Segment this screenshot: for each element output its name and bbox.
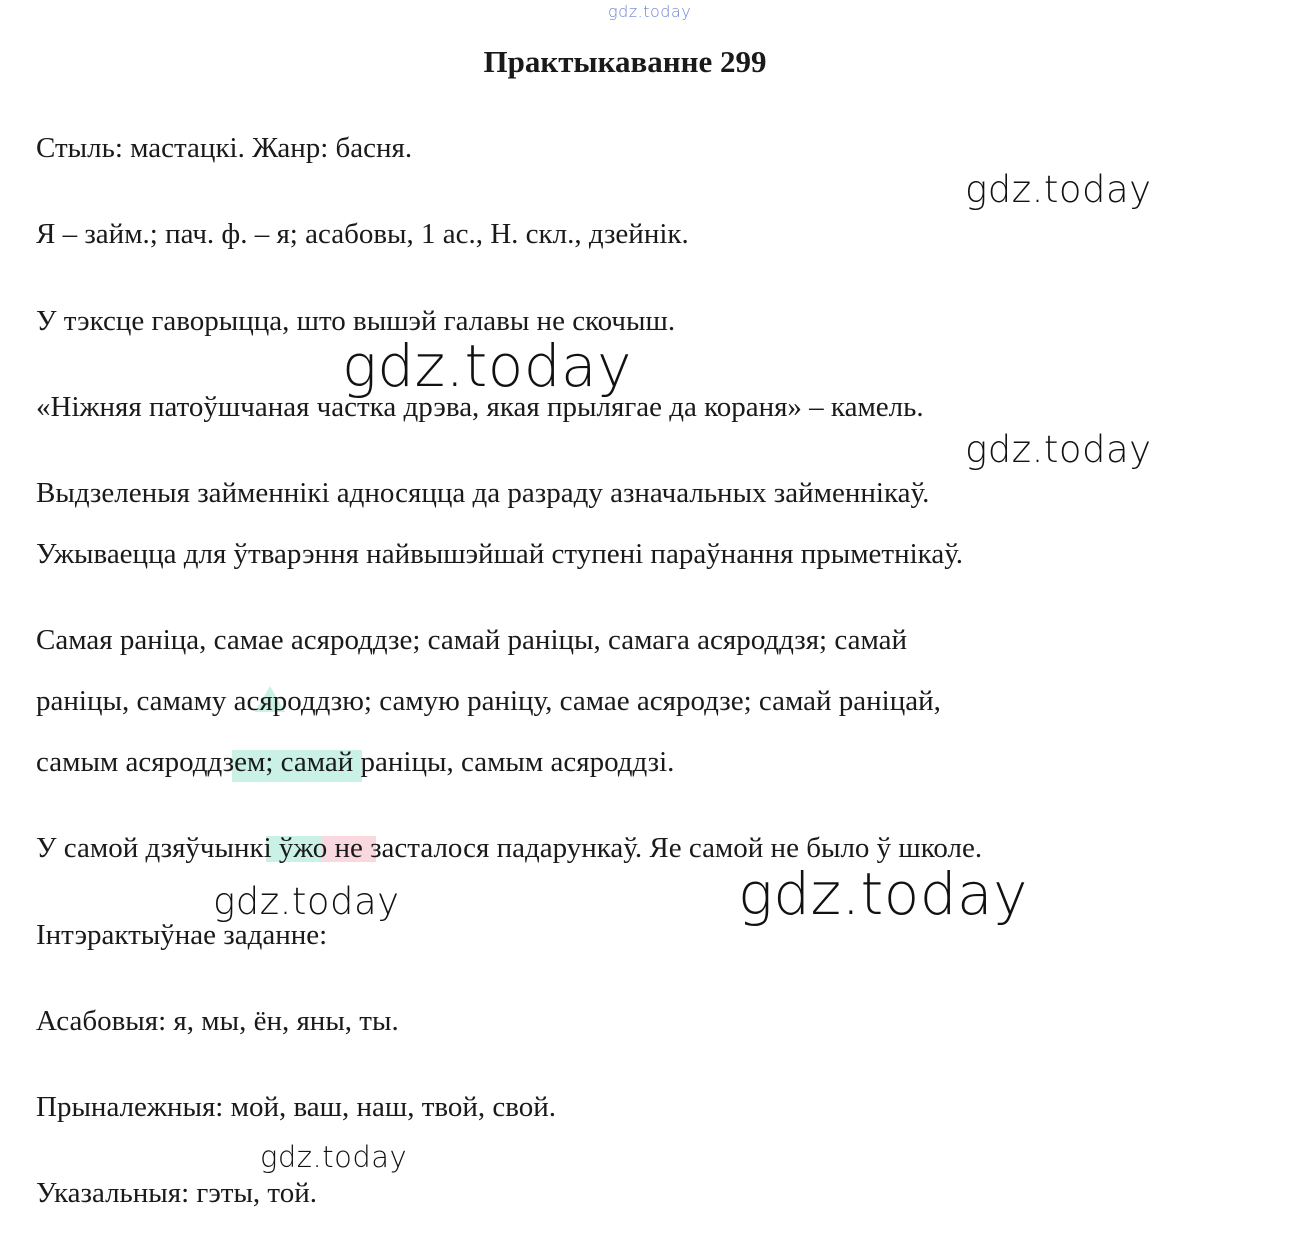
paragraph-declension-line-2: раніцы, самаму асяроддзю; самую раніцу, самае асяродзе; самай раніцай, xyxy=(36,685,941,717)
paragraph-usage: Ужываецца для ўтварэння найвышэйшай ступені параўнання прыметнікаў. xyxy=(36,538,964,570)
paragraph-text-meaning: У тэксце гаворыцца, што вышэй галавы не скочыш. xyxy=(36,305,676,337)
watermark: gdz.today xyxy=(965,168,1152,211)
paragraph-possessive-pronouns: Прыналежныя: мой, ваш, наш, твой, свой. xyxy=(36,1091,557,1123)
page-title: Практыкаванне 299 xyxy=(483,44,767,79)
watermark: gdz.today xyxy=(260,1140,408,1174)
paragraph-sentences: У самой дзяўчынкі ўжо не засталося падарункаў. Яе самой не было ў школе. xyxy=(36,832,983,864)
paragraph-pronoun-analysis: Я – займ.; пач. ф. – я; асабовы, 1 ас., Н. скл., дзейнік. xyxy=(36,218,689,250)
paragraph-demonstrative-pronouns: Указальныя: гэты, той. xyxy=(36,1177,317,1209)
watermark-top: gdz.today xyxy=(608,2,692,21)
paragraph-declension-line-1: Самая раніца, самае асяроддзе; самай раніцы, самага асяроддзя; самай xyxy=(36,624,907,656)
paragraph-pronoun-category: Выдзеленыя займеннікі адносяцца да разраду азначальных займеннікаў. xyxy=(36,477,930,509)
paragraph-style-genre: Стыль: мастацкі. Жанр: басня. xyxy=(36,132,413,164)
watermark: gdz.today xyxy=(965,428,1152,471)
paragraph-declension-line-3: самым асяроддзем; самай раніцы, самым асяроддзі. xyxy=(36,746,675,778)
watermark: gdz.today xyxy=(738,860,1028,928)
watermark: gdz.today xyxy=(342,332,632,400)
watermark: gdz.today xyxy=(213,880,400,923)
paragraph-personal-pronouns: Асабовыя: я, мы, ён, яны, ты. xyxy=(36,1005,399,1037)
paragraph-word-definition: «Ніжняя патоўшчаная частка дрэва, якая прылягае да кораня» – камель. xyxy=(36,391,924,423)
paragraph-interactive-task: Інтэрактыўнае заданне: xyxy=(36,919,328,951)
